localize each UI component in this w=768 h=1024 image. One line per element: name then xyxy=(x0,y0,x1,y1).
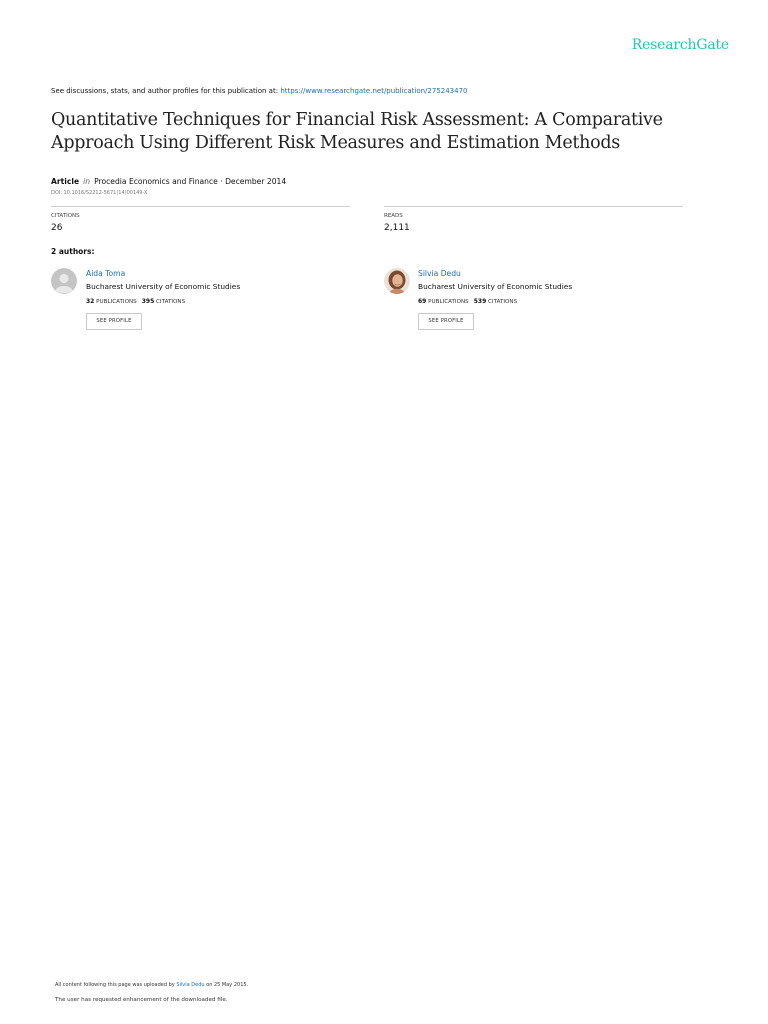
see-profile-button[interactable]: SEE PROFILE xyxy=(86,313,142,330)
authors-label: 2 authors: xyxy=(51,247,95,256)
author-stats xyxy=(86,298,185,305)
enhancement-note: The user has requested enhancement of the downloaded file. xyxy=(55,997,228,1003)
author-citations-count: 539 xyxy=(473,298,487,305)
in-word: in xyxy=(83,177,91,186)
researchgate-logo[interactable]: ResearchGate xyxy=(631,37,729,53)
see-profile-button[interactable]: SEE PROFILE xyxy=(418,313,474,330)
publication-type: Article xyxy=(51,177,80,186)
uploader-link[interactable]: Silvia Dedu xyxy=(176,982,205,988)
author-stats xyxy=(418,298,517,305)
publication-doi: DOI: 10.1016/S2212-5671(14)00149-X xyxy=(51,190,148,196)
publication-venue-date: Procedia Economics and Finance · December 2014 xyxy=(94,177,287,186)
discussion-prefix: See discussions, stats, and author profiles for this publication at: xyxy=(51,87,281,95)
publication-meta xyxy=(51,177,286,186)
author-publications-label: PUBLICATIONS xyxy=(428,299,469,305)
upload-note xyxy=(55,982,248,988)
author-name-link[interactable]: Aida Toma xyxy=(86,269,126,278)
upload-prefix: All content following this page was uploaded by xyxy=(55,982,177,988)
citations-value: 26 xyxy=(51,223,63,233)
author-name-link[interactable]: Silvia Dedu xyxy=(418,269,461,278)
author-citations-label: CITATIONS xyxy=(488,299,518,305)
default-avatar-icon[interactable] xyxy=(51,268,77,294)
reads-label: READS xyxy=(384,213,403,219)
reads-value: 2,111 xyxy=(384,223,410,233)
citations-label: CITATIONS xyxy=(51,213,80,219)
author-publications-count: 32 xyxy=(86,298,95,305)
author-citations-count: 395 xyxy=(141,298,155,305)
profile-photo[interactable] xyxy=(384,268,410,294)
author-citations-label: CITATIONS xyxy=(156,299,186,305)
discussion-line xyxy=(51,87,468,95)
upload-suffix: on 25 May 2015. xyxy=(204,982,249,988)
author-publications-count: 69 xyxy=(418,298,427,305)
author-institution: Bucharest University of Economic Studies xyxy=(86,282,241,291)
author-publications-label: PUBLICATIONS xyxy=(96,299,137,305)
author-institution: Bucharest University of Economic Studies xyxy=(418,282,573,291)
publication-url-link[interactable]: https://www.researchgate.net/publication/275243470 xyxy=(280,87,468,95)
reads-divider xyxy=(384,206,683,207)
publication-title: Quantitative Techniques for Financial Risk Assessment: A Comparative Approach Using Different Risk Measures and Estimation Methods xyxy=(51,110,663,153)
citations-divider xyxy=(51,206,350,207)
